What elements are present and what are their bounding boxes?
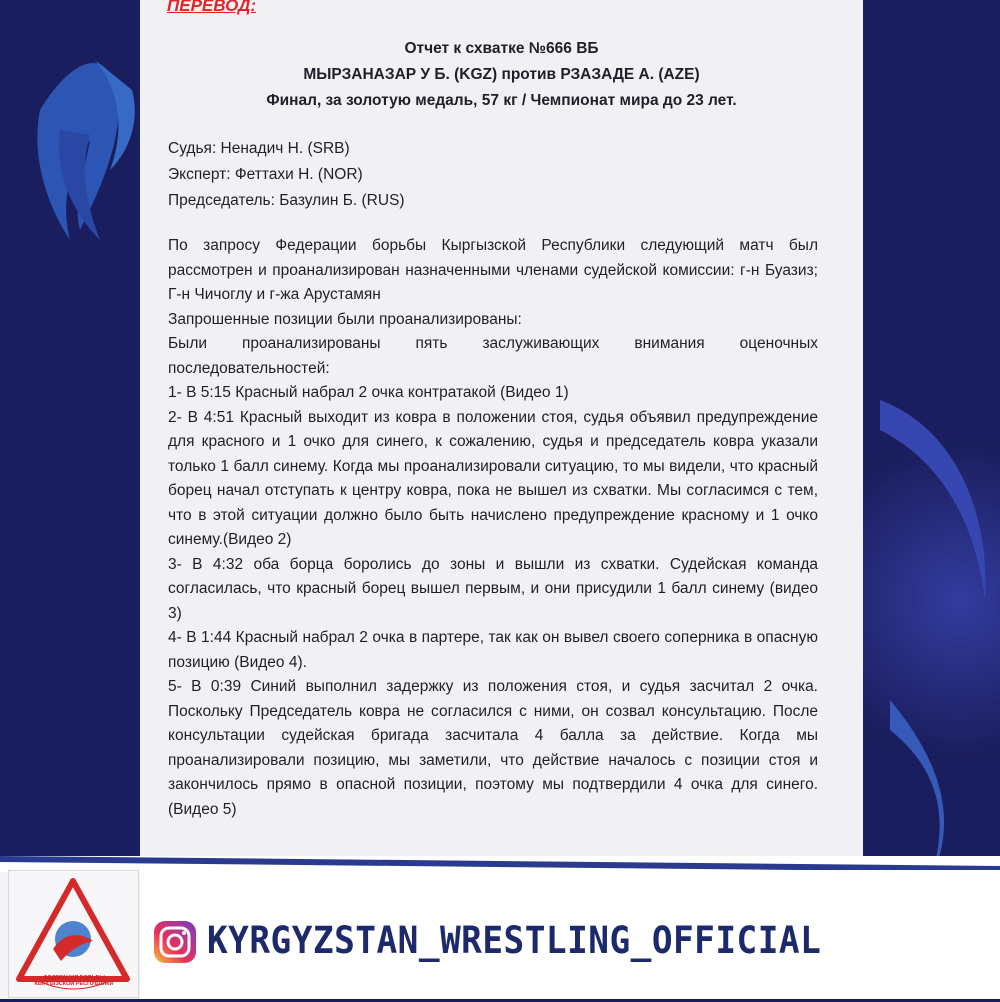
footer-banner xyxy=(0,856,1000,999)
sequence-item: 5- В 0:39 Синий выполнил задержку из положения стоя, и судья засчитал 2 очка. Поскольку Председатель ковра не согласился с ними, он созвал консультацию. После консультации судейская бригада засчитала 4 балла за действие. Когда мы проанализировали позицию, мы заметили, что действие началось с позиции стоя и закончилось прямо в опасной позиции, поэтому мы подтвердили 4 очка для синего. (Видео 5) xyxy=(168,678,818,818)
report-body xyxy=(168,234,818,822)
sequence-item: 3- В 4:32 оба борца боролись до зоны и вышли из схватки. Судейская команда согласилась, что красный борец вышел первым, и они присудили 1 балл синему (видео 3) xyxy=(168,555,818,622)
official-judge: Эксперт: Феттахи Н. (NOR) xyxy=(168,166,363,183)
sequence-item: 1- В 5:15 Красный набрал 2 очка контратакой (Видео 1) xyxy=(168,384,569,401)
title-line: Финал, за золотую медаль, 57 кг / Чемпионат мира до 23 лет. xyxy=(266,92,737,109)
instagram-icon[interactable] xyxy=(152,919,198,965)
translation-document xyxy=(140,0,863,999)
instagram-handle[interactable]: KYRGYZSTAN_WRESTLING_OFFICIAL xyxy=(207,919,822,962)
body-paragraph: Запрошенные позиции были проанализированы: xyxy=(168,310,522,328)
intro-paragraph: По запросу Федерации борьбы Кыргызской Республики следующий матч был рассмотрен и проанализирован назначенными членами судейской комиссии: г-н Буазиз; Г-н Чичоглу и г-жа Арустамян xyxy=(168,237,818,303)
federation-logo xyxy=(8,870,139,998)
sequence-item: 2- В 4:51 Красный выходит из ковра в положении стоя, судья объявил предупреждение для красного и 1 очко для синего, к сожалению, судья и председатель ковра указали только 1 балл синему. Когда мы проанализировали ситуацию, то мы видели, что красный борец начал отступать к центру ковра, пока не вышел из схватки. Мы согласимся с тем, что в этой ситуации должно было быть начислено предупреждение красному и 1 очко синему.(Видео 2) xyxy=(168,408,818,548)
title-line: МЫРЗАНАЗАР У Б. (KGZ) против РЗАЗАДЕ А. (AZE) xyxy=(303,66,700,83)
title-line: Отчет к схватке №666 ВБ xyxy=(404,40,599,57)
report-title xyxy=(140,36,863,114)
official-chairman: Председатель: Базулин Б. (RUS) xyxy=(168,192,405,209)
official-referee: Судья: Ненадич Н. (SRB) xyxy=(168,140,350,157)
sequence-item: 4- В 1:44 Красный набрал 2 очка в партере, так как он вывел своего соперника в опасную позицию (Видео 4). xyxy=(168,629,818,671)
document-heading: ПЕРЕВОД: xyxy=(167,0,257,15)
logo-text: ФЕДЕРАЦИЯ БОРЬБЫ КЫРГЫЗСКОЙ РЕСПУБЛИКИ xyxy=(34,975,114,987)
body-paragraph: Были проанализированы пять заслуживающих внимания оценочных последовательностей: xyxy=(168,335,818,377)
officials-list xyxy=(168,136,405,214)
